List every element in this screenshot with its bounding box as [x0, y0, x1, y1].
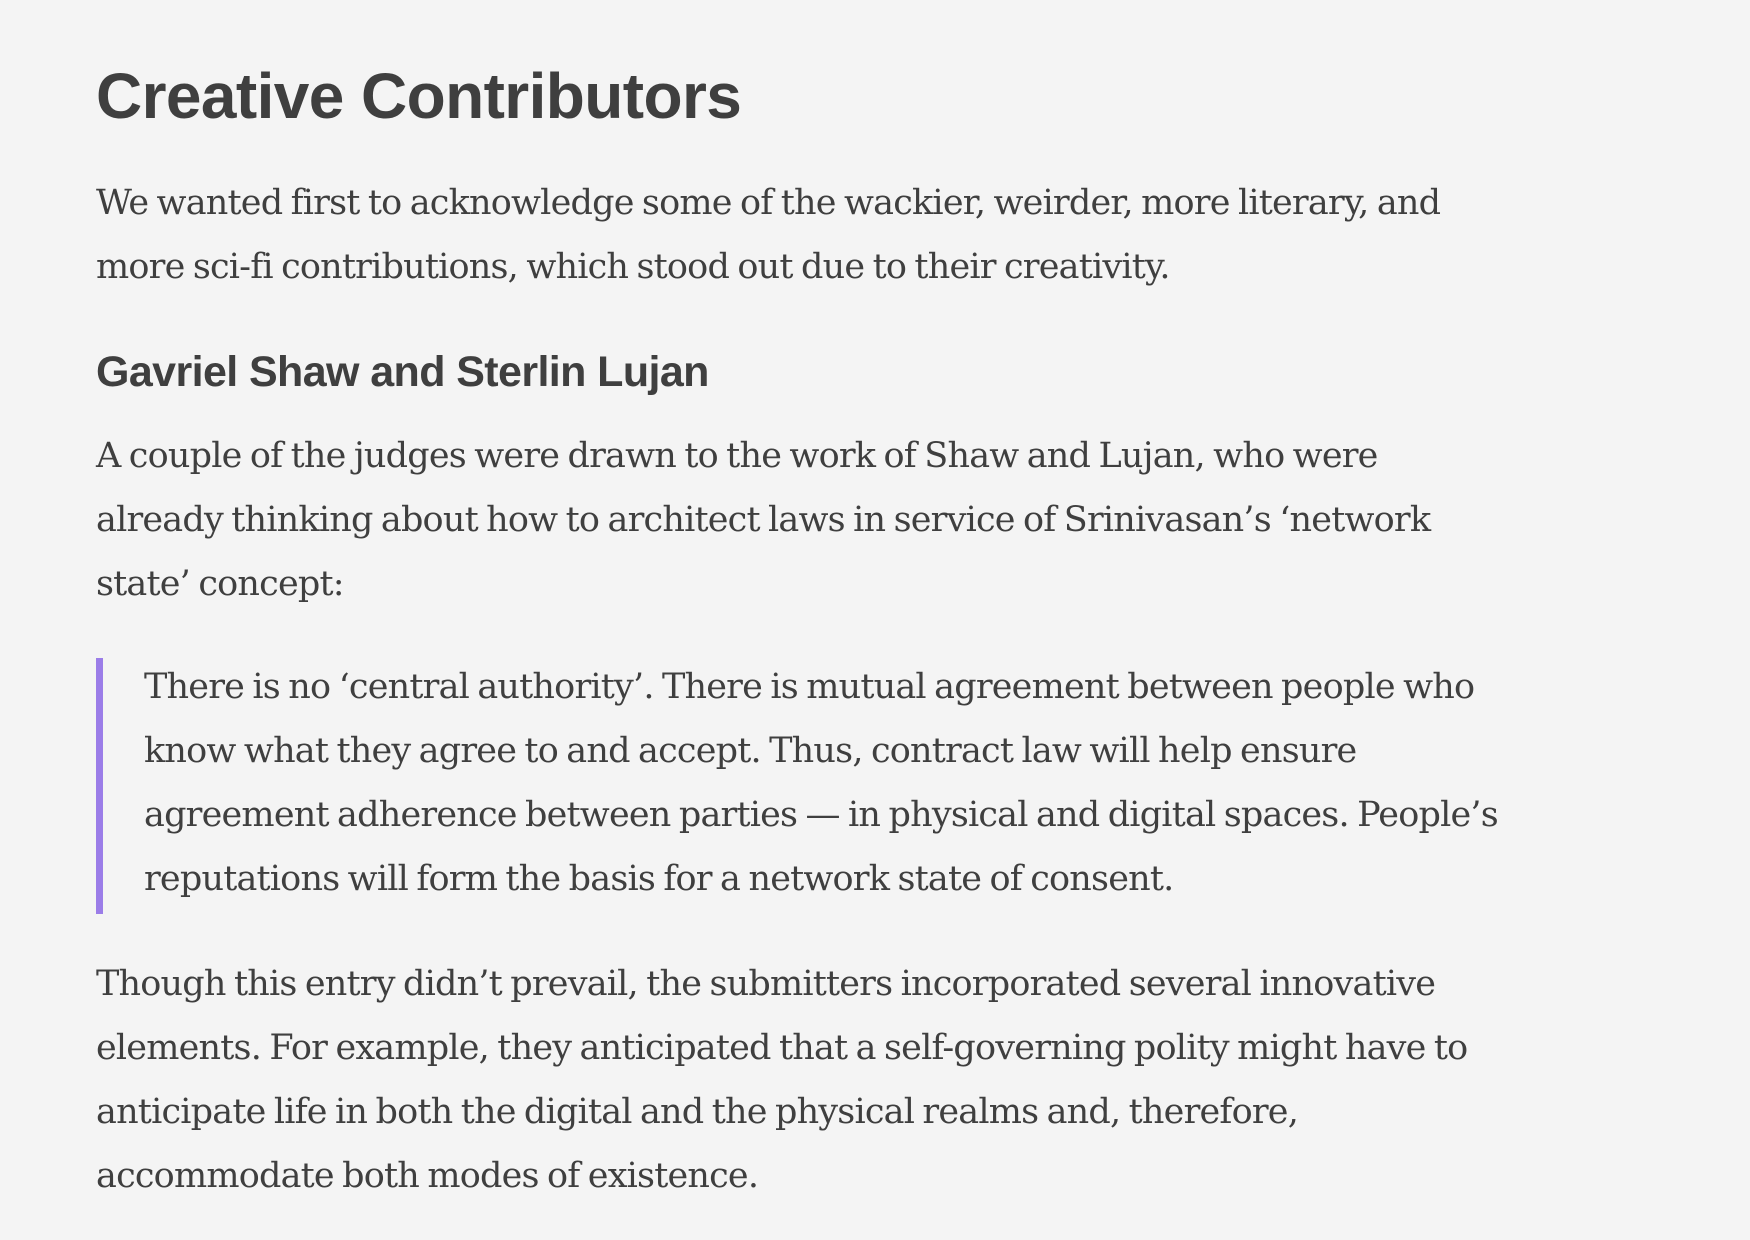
quote-line: There is no ‘central authority’. There is mutual agreement between people who: [144, 667, 1475, 707]
quote-line: reputations will form the basis for a network state of consent.: [144, 859, 1174, 899]
section-heading: Gavriel Shaw and Sterlin Lujan: [96, 348, 709, 396]
paragraph-line: state’ concept:: [96, 564, 344, 604]
intro-line: We wanted first to acknowledge some of the wackier, weirder, more literary, and: [96, 183, 1441, 223]
paragraph-line: anticipate life in both the digital and the physical realms and, therefore,: [96, 1092, 1299, 1132]
blockquote: [144, 655, 1498, 911]
page-title: Creative Contributors: [96, 60, 742, 132]
quote-line: know what they agree to and accept. Thus, contract law will help ensure: [144, 731, 1357, 771]
paragraph-line: accommodate both modes of existence.: [96, 1156, 759, 1196]
paragraph-line: elements. For example, they anticipated that a self-governing polity might have to: [96, 1028, 1468, 1068]
intro-line: more sci-fi contributions, which stood out due to their creativity.: [96, 247, 1170, 287]
blockquote-accent-bar: [96, 658, 103, 914]
quote-line: agreement adherence between parties — in physical and digital spaces. People’s: [144, 795, 1498, 835]
body-paragraph-2: [96, 952, 1467, 1208]
paragraph-line: A couple of the judges were drawn to the work of Shaw and Lujan, who were: [96, 436, 1378, 476]
paragraph-line: already thinking about how to architect laws in service of Srinivasan’s ‘network: [96, 500, 1431, 540]
paragraph-line: Though this entry didn’t prevail, the submitters incorporated several innovative: [96, 964, 1436, 1004]
body-paragraph-1: [96, 424, 1430, 616]
intro-paragraph: [96, 171, 1440, 299]
